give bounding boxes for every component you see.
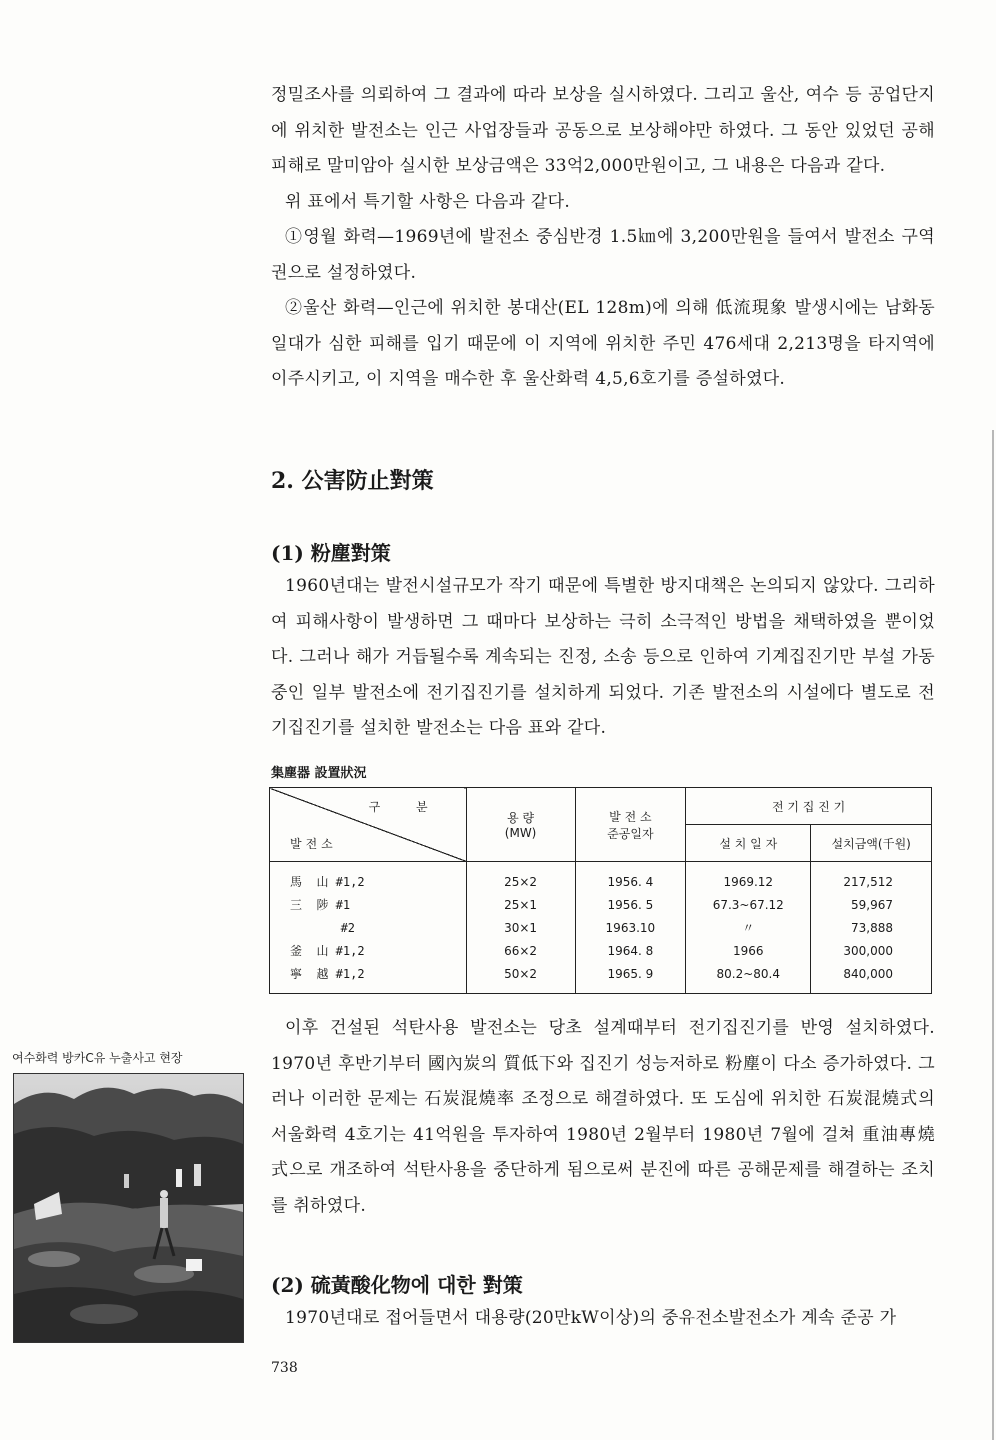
subsection-2-heading: (2) 硫黃酸化物에 대한 對策 [271,1273,523,1297]
table-row [270,916,932,939]
intro-paragraph-1: 정밀조사를 의뢰하여 그 결과에 따라 보상을 실시하였다. 그리고 울산, 여수 등 공업단지에 위치한 발전소는 인근 사업장들과 공동으로 보상해야만 하였다. 그 동안 있었던 공해피해로 말미암아 실시한 보상금액은 33억2,000만원이고, 그 내용은 다음과 같다. [271,85,935,176]
cell-plant: 寧 越 #1,2 [270,962,467,994]
header-capacity-unit: (MW) [504,826,537,840]
cell-cost: 73,888 [811,916,932,939]
subsection-2-paragraph-1: 1970년대로 접어들면서 대용량(20만kW이상)의 중유전소발전소가 계속 준공 가 [285,1308,897,1328]
cell-completion: 1964. 8 [575,939,686,962]
cell-completion: 1963.10 [575,916,686,939]
table-row [270,893,932,916]
table-row [270,939,932,962]
subsection-1-paragraph-1: 1960년대는 발전시설규모가 작기 때문에 특별한 방지대책은 논의되지 않았다. 그리하여 피해사항이 발생하면 그 때마다 보상하는 극히 소극적인 방법을 채택하였을 뿐이었다. 그러나 해가 거듭될수록 계속되는 진정, 소송 등으로 인하여 기계집진기만 부설 가동중인 일부 발전소에 전기집진기를 설치하게 되었다. 기존 발전소의 시설에다 별도로 전기집진기를 설치한 발전소는 다음 표와 같다. [271,576,935,738]
header-completion-line-1: 발 전 소 [609,809,652,824]
cell-capacity: 66×2 [466,939,575,962]
photo-caption: 여수화력 방카C유 누출사고 현장 [12,1051,183,1065]
subsection-1-text [271,569,935,747]
cell-capacity: 25×1 [466,893,575,916]
subsection-1-heading: (1) 粉塵對策 [271,541,391,565]
header-capacity-cell [466,788,575,862]
header-completion-cell [575,788,686,862]
cell-cost: 840,000 [811,962,932,994]
section-2-heading: 2. 公害防止對策 [271,468,434,494]
intro-text [271,78,935,398]
diagonal-header-cell [270,788,467,862]
scan-edge-line [992,430,994,1440]
header-install-cost: 설치금액(千원) [811,825,932,862]
site-photo-image [14,1074,243,1342]
subsection-2-text [271,1301,935,1337]
cell-completion: 1956. 5 [575,893,686,916]
cell-install-date: 1966 [686,939,811,962]
header-division: 구 분 [368,800,444,814]
intro-paragraph-3: ①영월 화력—1969년에 발전소 중심반경 1.5㎞에 3,200만원을 들여서 발전소 구역권으로 설정하였다. [271,227,935,283]
cell-install-date: 80.2~80.4 [686,962,811,994]
subsection-1-text-continued [271,1011,935,1224]
cell-capacity: 50×2 [466,962,575,994]
intro-paragraph-2: 위 표에서 특기할 사항은 다음과 같다. [285,191,571,212]
cell-cost: 217,512 [811,862,932,894]
cell-capacity: 30×1 [466,916,575,939]
cell-install-date: 〃 [686,916,811,939]
table-row [270,962,932,994]
cell-cost: 300,000 [811,939,932,962]
cell-plant: 馬 山 #1,2 [270,862,467,894]
cell-install-date: 67.3~67.12 [686,893,811,916]
header-install-date: 설 치 일 자 [686,825,811,862]
cell-capacity: 25×2 [466,862,575,894]
cell-completion: 1965. 9 [575,962,686,994]
subsection-1-paragraph-2: 이후 건설된 석탄사용 발전소는 당초 설계때부터 전기집진기를 반영 설치하였다. 1970년 후반기부터 國內炭의 質低下와 집진기 성능저하로 粉塵이 다소 증가하였다. 그러나 이러한 문제는 石炭混燒率 조정으로 해결하였다. 또 도심에 위치한 石炭混燒式의 서울화력 4호기는 41억원을 투자하여 1980년 2월부터 1980년 7월에 걸쳐 重油專燒式으로 개조하여 석탄사용을 중단하게 됨으로써 분진에 따른 공해문제를 해결하는 조치를 취하였다. [271,1018,935,1216]
cell-plant: 釜 山 #1,2 [270,939,467,962]
cell-plant: 三 陟 #1 [270,893,467,916]
header-capacity: 용 량 [507,811,535,825]
table-caption: 集塵器 設置狀況 [271,766,367,781]
header-esp: 전 기 집 진 기 [686,788,932,825]
cell-plant: #2 [270,916,467,939]
cell-install-date: 1969.12 [686,862,811,894]
intro-paragraph-4: ②울산 화력—인근에 위치한 봉대산(EL 128m)에 의해 低流現象 발생시에는 남화동 일대가 심한 피해를 입기 때문에 이 지역에 위치한 주민 476세대 2,213명을 타지역에 이주시키고, 이 지역을 매수한 후 울산화력 4,5,6호기를 증설하였다. [271,298,935,389]
header-plant: 발전소 [290,837,337,851]
page-number: 738 [271,1360,298,1376]
site-photo [13,1073,244,1343]
header-completion-line-2: 준공일자 [607,826,654,841]
cell-completion: 1956. 4 [575,862,686,894]
table-row [270,862,932,894]
dust-collector-table [269,787,932,994]
cell-cost: 59,967 [811,893,932,916]
